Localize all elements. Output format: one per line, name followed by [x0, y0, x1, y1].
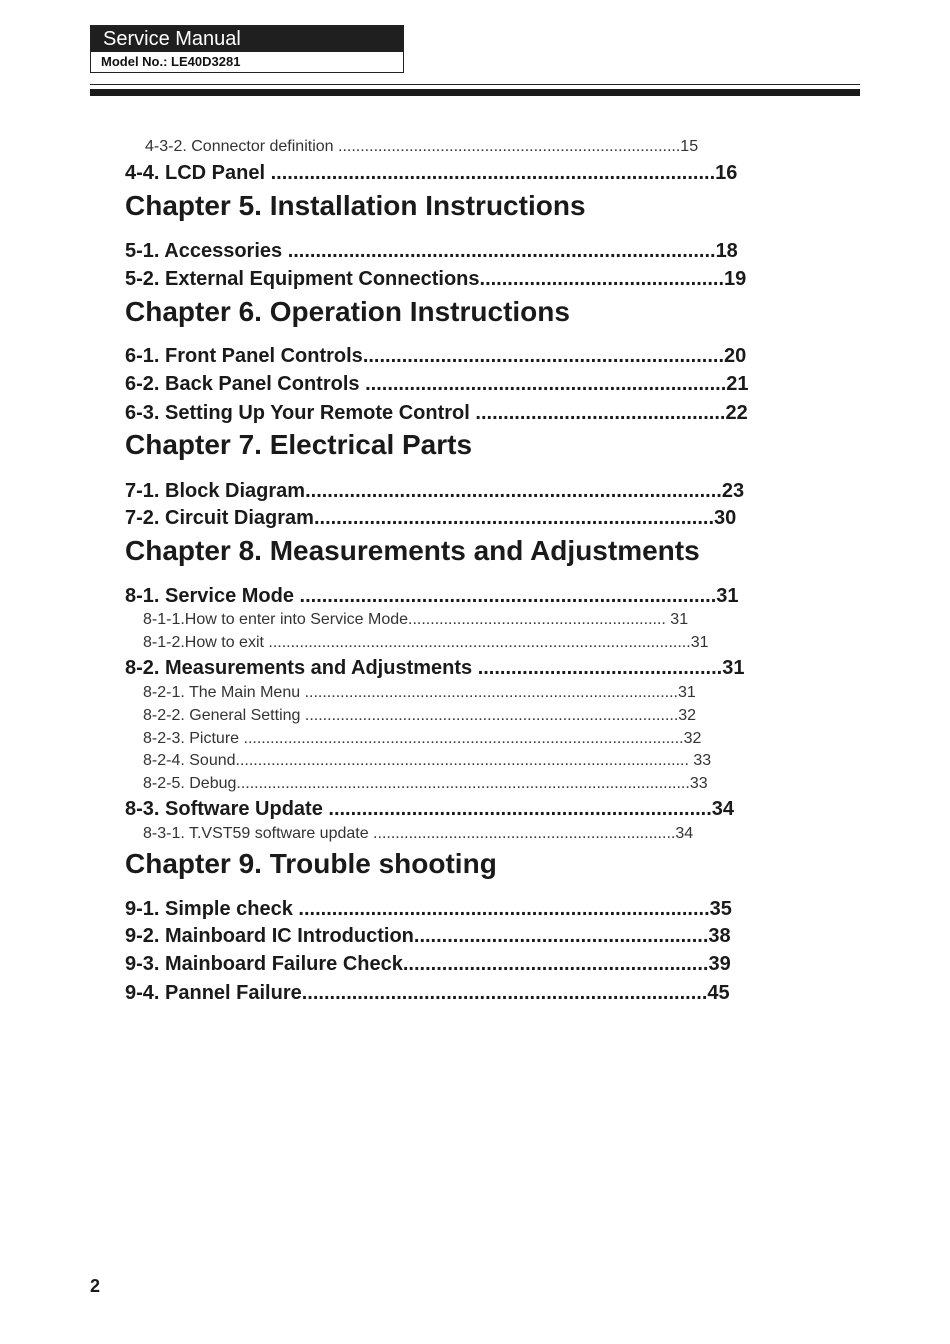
toc-leader-dots: ............................................................................. [333, 138, 681, 155]
toc-entry-label: 4-3-2. Connector definition [145, 138, 334, 155]
toc-section-row[interactable] [125, 925, 731, 948]
toc-page-number: 35 [709, 898, 732, 920]
toc-section-row[interactable] [125, 268, 746, 291]
toc-leader-dots: ............................................................................. [282, 240, 716, 262]
toc-leader-dots: ................................................................................ [265, 162, 716, 184]
toc-section-row[interactable] [125, 480, 744, 503]
toc-page-number: 19 [724, 268, 747, 290]
toc-subsection-row[interactable] [143, 775, 708, 793]
toc-leader-dots: ............................................ [479, 268, 725, 290]
toc-page-number: 34 [675, 825, 694, 842]
toc-leader-dots: ............................................. [469, 402, 726, 424]
toc-page-number: 31 [665, 611, 689, 628]
toc-entry-label: 6-1. Front Panel Controls [125, 345, 363, 367]
toc-entry-label: 9-3. Mainboard Failure Check [125, 953, 403, 975]
toc-entry-label: 4-4. LCD Panel [125, 162, 266, 184]
toc-entry-label: 8-1-1.How to enter into Service Mode [143, 611, 409, 628]
toc-page-number: 34 [711, 798, 735, 820]
toc-entry-label: 6-3. Setting Up Your Remote Control [125, 402, 470, 424]
toc-section-row[interactable] [125, 402, 748, 425]
toc-section-row[interactable] [125, 898, 732, 921]
toc-section-row[interactable] [125, 585, 739, 608]
toc-leader-dots: .......................................................................... [292, 898, 710, 920]
chapter-heading: Chapter 7. Electrical Parts [125, 429, 473, 460]
toc-page-number: 22 [725, 402, 748, 424]
toc-leader-dots: ................................................................................................... [239, 730, 684, 747]
toc-entry-label: 5-2. External Equipment Connections [125, 268, 480, 290]
toc-entry-label: 8-2-3. Picture [143, 730, 240, 747]
toc-page-number: 18 [715, 240, 738, 262]
toc-subsection-row[interactable] [143, 707, 696, 725]
toc-leader-dots: .................................................................... [368, 825, 676, 842]
toc-leader-dots: ..................................................................... [322, 798, 712, 820]
model-number: Model No.: LE40D3281 [101, 54, 241, 69]
toc-section-row[interactable] [125, 953, 731, 976]
toc-page-number: 21 [726, 373, 749, 395]
toc-entry-label: 7-1. Block Diagram [125, 480, 306, 502]
toc-page-number: 45 [707, 982, 730, 1004]
toc-page-number: 31 [722, 657, 745, 679]
toc-leader-dots: .................................................................................... [300, 707, 679, 724]
page-number: 2 [90, 1276, 101, 1296]
toc-section-row[interactable] [125, 373, 749, 396]
toc-leader-dots: ............................................................................................... [263, 634, 691, 651]
toc-subsection-row[interactable] [143, 825, 693, 843]
toc-subsection-row[interactable] [143, 730, 701, 748]
chapter-heading: Chapter 8. Measurements and Adjustments [125, 535, 700, 566]
toc-entry-label: 9-2. Mainboard IC Introduction [125, 925, 414, 947]
chapter-heading: Chapter 6. Operation Instructions [125, 296, 570, 327]
toc-leader-dots: ............................................ [472, 657, 723, 679]
chapter-heading: Chapter 9. Trouble shooting [125, 848, 497, 879]
toc-section-row[interactable] [125, 798, 734, 821]
toc-page-number: 32 [678, 707, 697, 724]
toc-leader-dots: .................................................................................... [300, 684, 678, 701]
toc-entry-label: 8-2. Measurements and Adjustments [125, 657, 473, 679]
toc-subsection-row[interactable] [143, 684, 696, 702]
toc-leader-dots: ......................................................................... [301, 982, 708, 1004]
toc-page-number: 32 [683, 730, 702, 747]
toc-page-number: 31 [677, 684, 696, 701]
toc-entry-label: 8-3. Software Update [125, 798, 323, 820]
toc-leader-dots: .......................................................... [408, 611, 666, 628]
toc-entry-label: 8-3-1. T.VST59 software update [143, 825, 369, 842]
toc-entry-label: 9-4. Pannel Failure [125, 982, 302, 1004]
toc-page-number: 23 [721, 480, 745, 502]
toc-leader-dots: ....................................................... [402, 953, 709, 975]
toc-section-row[interactable] [125, 657, 744, 680]
toc-page-number: 16 [715, 162, 738, 184]
toc-section-row[interactable] [125, 240, 738, 263]
toc-entry-label: 7-2. Circuit Diagram [125, 507, 314, 529]
toc-page-number: 38 [708, 925, 731, 947]
toc-entry-label: 6-2. Back Panel Controls [125, 373, 360, 395]
toc-leader-dots: ...................................................................................................... [236, 775, 690, 792]
toc-leader-dots: ...................................................................................................... [235, 752, 689, 769]
toc-subsection-row[interactable] [143, 611, 688, 629]
toc-section-row[interactable] [125, 162, 737, 185]
toc-page-number: 31 [690, 634, 709, 651]
chapter-heading: Chapter 5. Installation Instructions [125, 190, 586, 221]
toc-entry-label: 8-2-2. General Setting [143, 707, 301, 724]
toc-page-number: 20 [724, 345, 747, 367]
toc-leader-dots: ................................................................. [362, 345, 724, 367]
toc-subsection-row[interactable] [143, 634, 708, 652]
toc-entry-label: 8-2-1. The Main Menu [143, 684, 301, 701]
toc-leader-dots: ..................................................... [413, 925, 709, 947]
toc-page-number: 33 [689, 775, 708, 792]
toc-section-row[interactable] [125, 982, 730, 1005]
toc-leader-dots: ........................................................................ [313, 507, 715, 529]
toc-page-number: 30 [714, 507, 737, 529]
toc-page-number: 31 [716, 585, 739, 607]
toc-entry-label: 9-1. Simple check [125, 898, 293, 920]
toc-section-row[interactable] [125, 507, 736, 530]
toc-entry-label: 8-1-2.How to exit [143, 634, 264, 651]
toc-page-number: 15 [680, 138, 699, 155]
toc-subsection-row[interactable] [143, 752, 711, 770]
toc-entry-label: 8-1. Service Mode [125, 585, 294, 607]
toc-page-number: 39 [708, 953, 731, 975]
toc-leader-dots: ........................................................................... [293, 585, 717, 607]
toc-leader-dots: ................................................................. [359, 373, 727, 395]
toc-entry-label: 8-2-4. Sound [143, 752, 236, 769]
toc-page-number: 33 [688, 752, 712, 769]
toc-entry-label: 5-1. Accessories [125, 240, 283, 262]
manual-title: Service Manual [91, 26, 403, 52]
toc-entry-label: 8-2-5. Debug [143, 775, 237, 792]
toc-leader-dots: ........................................................................... [305, 480, 722, 502]
toc-section-row[interactable] [125, 345, 746, 368]
toc-subsection-row[interactable] [145, 138, 698, 156]
